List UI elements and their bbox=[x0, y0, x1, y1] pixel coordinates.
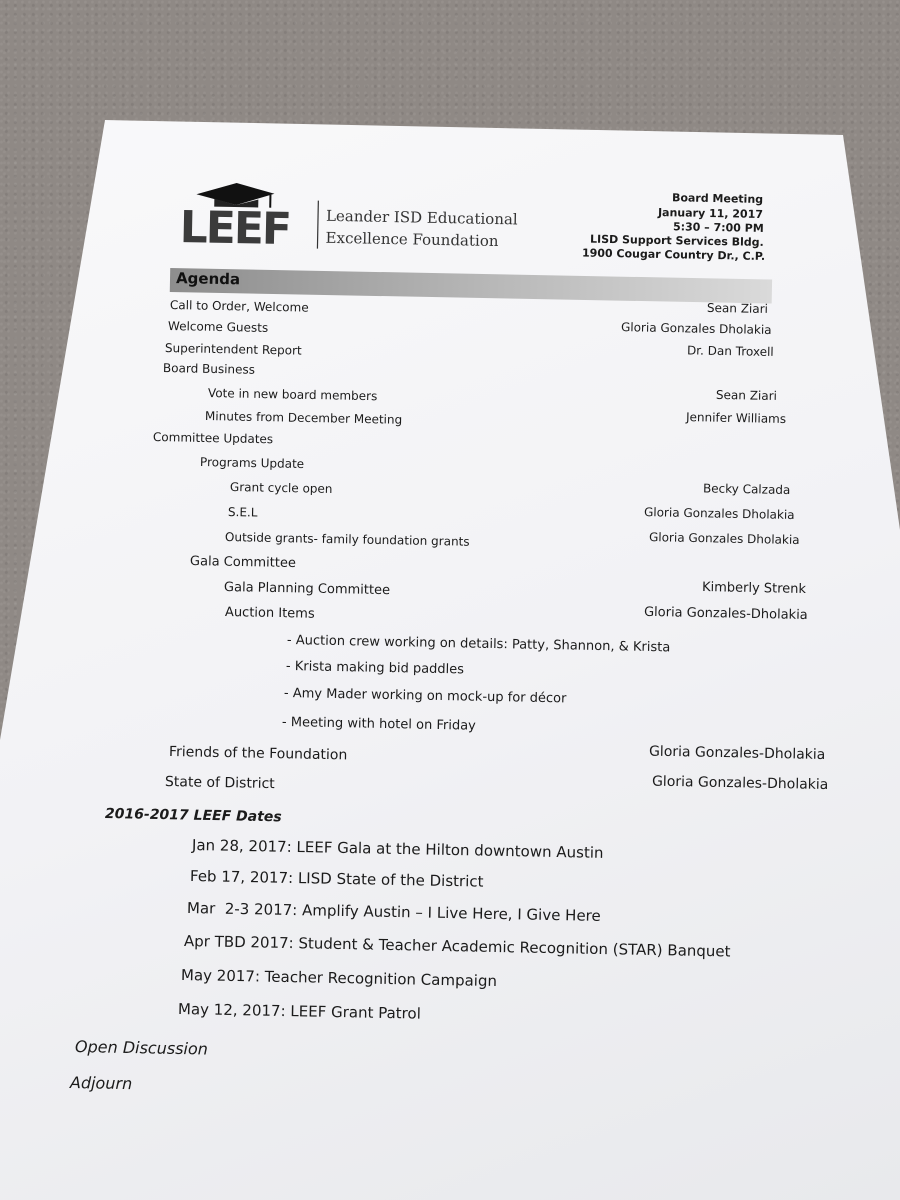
agenda-subitem: - Krista making bid paddles bbox=[285, 659, 465, 678]
meeting-time: 5:30 – 7:00 PM bbox=[673, 220, 765, 235]
agenda-item: Welcome Guests bbox=[167, 319, 269, 335]
agenda-item: Call to Order, Welcome bbox=[169, 298, 309, 315]
meeting-title: Board Meeting bbox=[671, 191, 764, 206]
agenda-presenter: Gloria Gonzales Dholakia bbox=[649, 530, 801, 547]
agenda-item: Grant cycle open bbox=[229, 480, 333, 496]
date-item: Jan 28, 2017: LEEF Gala at the Hilton downtown Austin bbox=[191, 836, 604, 862]
agenda-presenter: Gloria Gonzales Dholakia bbox=[621, 320, 773, 337]
agenda-heading: Agenda bbox=[175, 269, 241, 289]
meeting-date: January 11, 2017 bbox=[657, 205, 764, 221]
agenda-item: Board Business bbox=[162, 361, 256, 377]
agenda-item: Minutes from December Meeting bbox=[204, 409, 403, 427]
date-item: Feb 17, 2017: LISD State of the District bbox=[189, 867, 484, 891]
agenda-presenter: Gloria Gonzales-Dholakia bbox=[644, 604, 809, 623]
dates-heading: 2016-2017 LEEF Dates bbox=[104, 806, 282, 826]
agenda-item: Outside grants- family foundation grants bbox=[224, 530, 470, 549]
adjourn: Adjourn bbox=[69, 1073, 133, 1094]
agenda-presenter: Sean Ziari bbox=[715, 387, 778, 403]
agenda-presenter: Gloria Gonzales-Dholakia bbox=[651, 773, 829, 793]
agenda-item: Vote in new board members bbox=[207, 386, 378, 404]
agenda-item: Programs Update bbox=[199, 455, 305, 471]
agenda-subitem: - Amy Mader working on mock-up for décor bbox=[283, 686, 567, 707]
agenda-presenter: Becky Calzada bbox=[702, 481, 791, 497]
date-item: Mar 2-3 2017: Amplify Austin – I Live Here, I Give Here bbox=[186, 899, 601, 925]
date-item: May 12, 2017: LEEF Grant Patrol bbox=[177, 1000, 422, 1023]
agenda-presenter: Gloria Gonzales-Dholakia bbox=[648, 743, 826, 763]
agenda-presenter: Jennifer Williams bbox=[685, 410, 787, 426]
logo-wordmark: LEEF bbox=[179, 201, 291, 256]
logo-org-line1: Leander ISD Educational bbox=[325, 206, 518, 229]
agenda-presenter: Dr. Dan Troxell bbox=[687, 343, 775, 359]
meeting-location: LISD Support Services Bldg. bbox=[590, 232, 765, 249]
agenda-item: Committee Updates bbox=[152, 430, 274, 447]
open-discussion: Open Discussion bbox=[74, 1037, 209, 1059]
logo-org-line2: Excellence Foundation bbox=[325, 228, 499, 251]
agenda-item: Auction Items bbox=[224, 605, 315, 622]
agenda-item: Gala Planning Committee bbox=[223, 580, 391, 599]
agenda-presenter: Gloria Gonzales Dholakia bbox=[644, 505, 796, 522]
agenda-item: State of District bbox=[164, 774, 275, 793]
agenda-subitem: - Meeting with hotel on Friday bbox=[281, 715, 476, 734]
leef-logo bbox=[177, 182, 518, 256]
agenda-item: Friends of the Foundation bbox=[168, 744, 348, 764]
meeting-address: 1900 Cougar Country Dr., C.P. bbox=[581, 246, 766, 263]
agenda-item: Gala Committee bbox=[189, 554, 297, 572]
agenda-presenter: Kimberly Strenk bbox=[701, 580, 807, 597]
date-item: Apr TBD 2017: Student & Teacher Academic Recognition (STAR) Banquet bbox=[183, 932, 731, 961]
agenda-item: Superintendent Report bbox=[164, 341, 302, 358]
agenda-item: S.E.L bbox=[227, 505, 258, 520]
agenda-subitem: - Auction crew working on details: Patty, Shannon, & Krista bbox=[286, 633, 671, 656]
agenda-presenter: Sean Ziari bbox=[706, 300, 769, 316]
date-item: May 2017: Teacher Recognition Campaign bbox=[180, 966, 498, 991]
